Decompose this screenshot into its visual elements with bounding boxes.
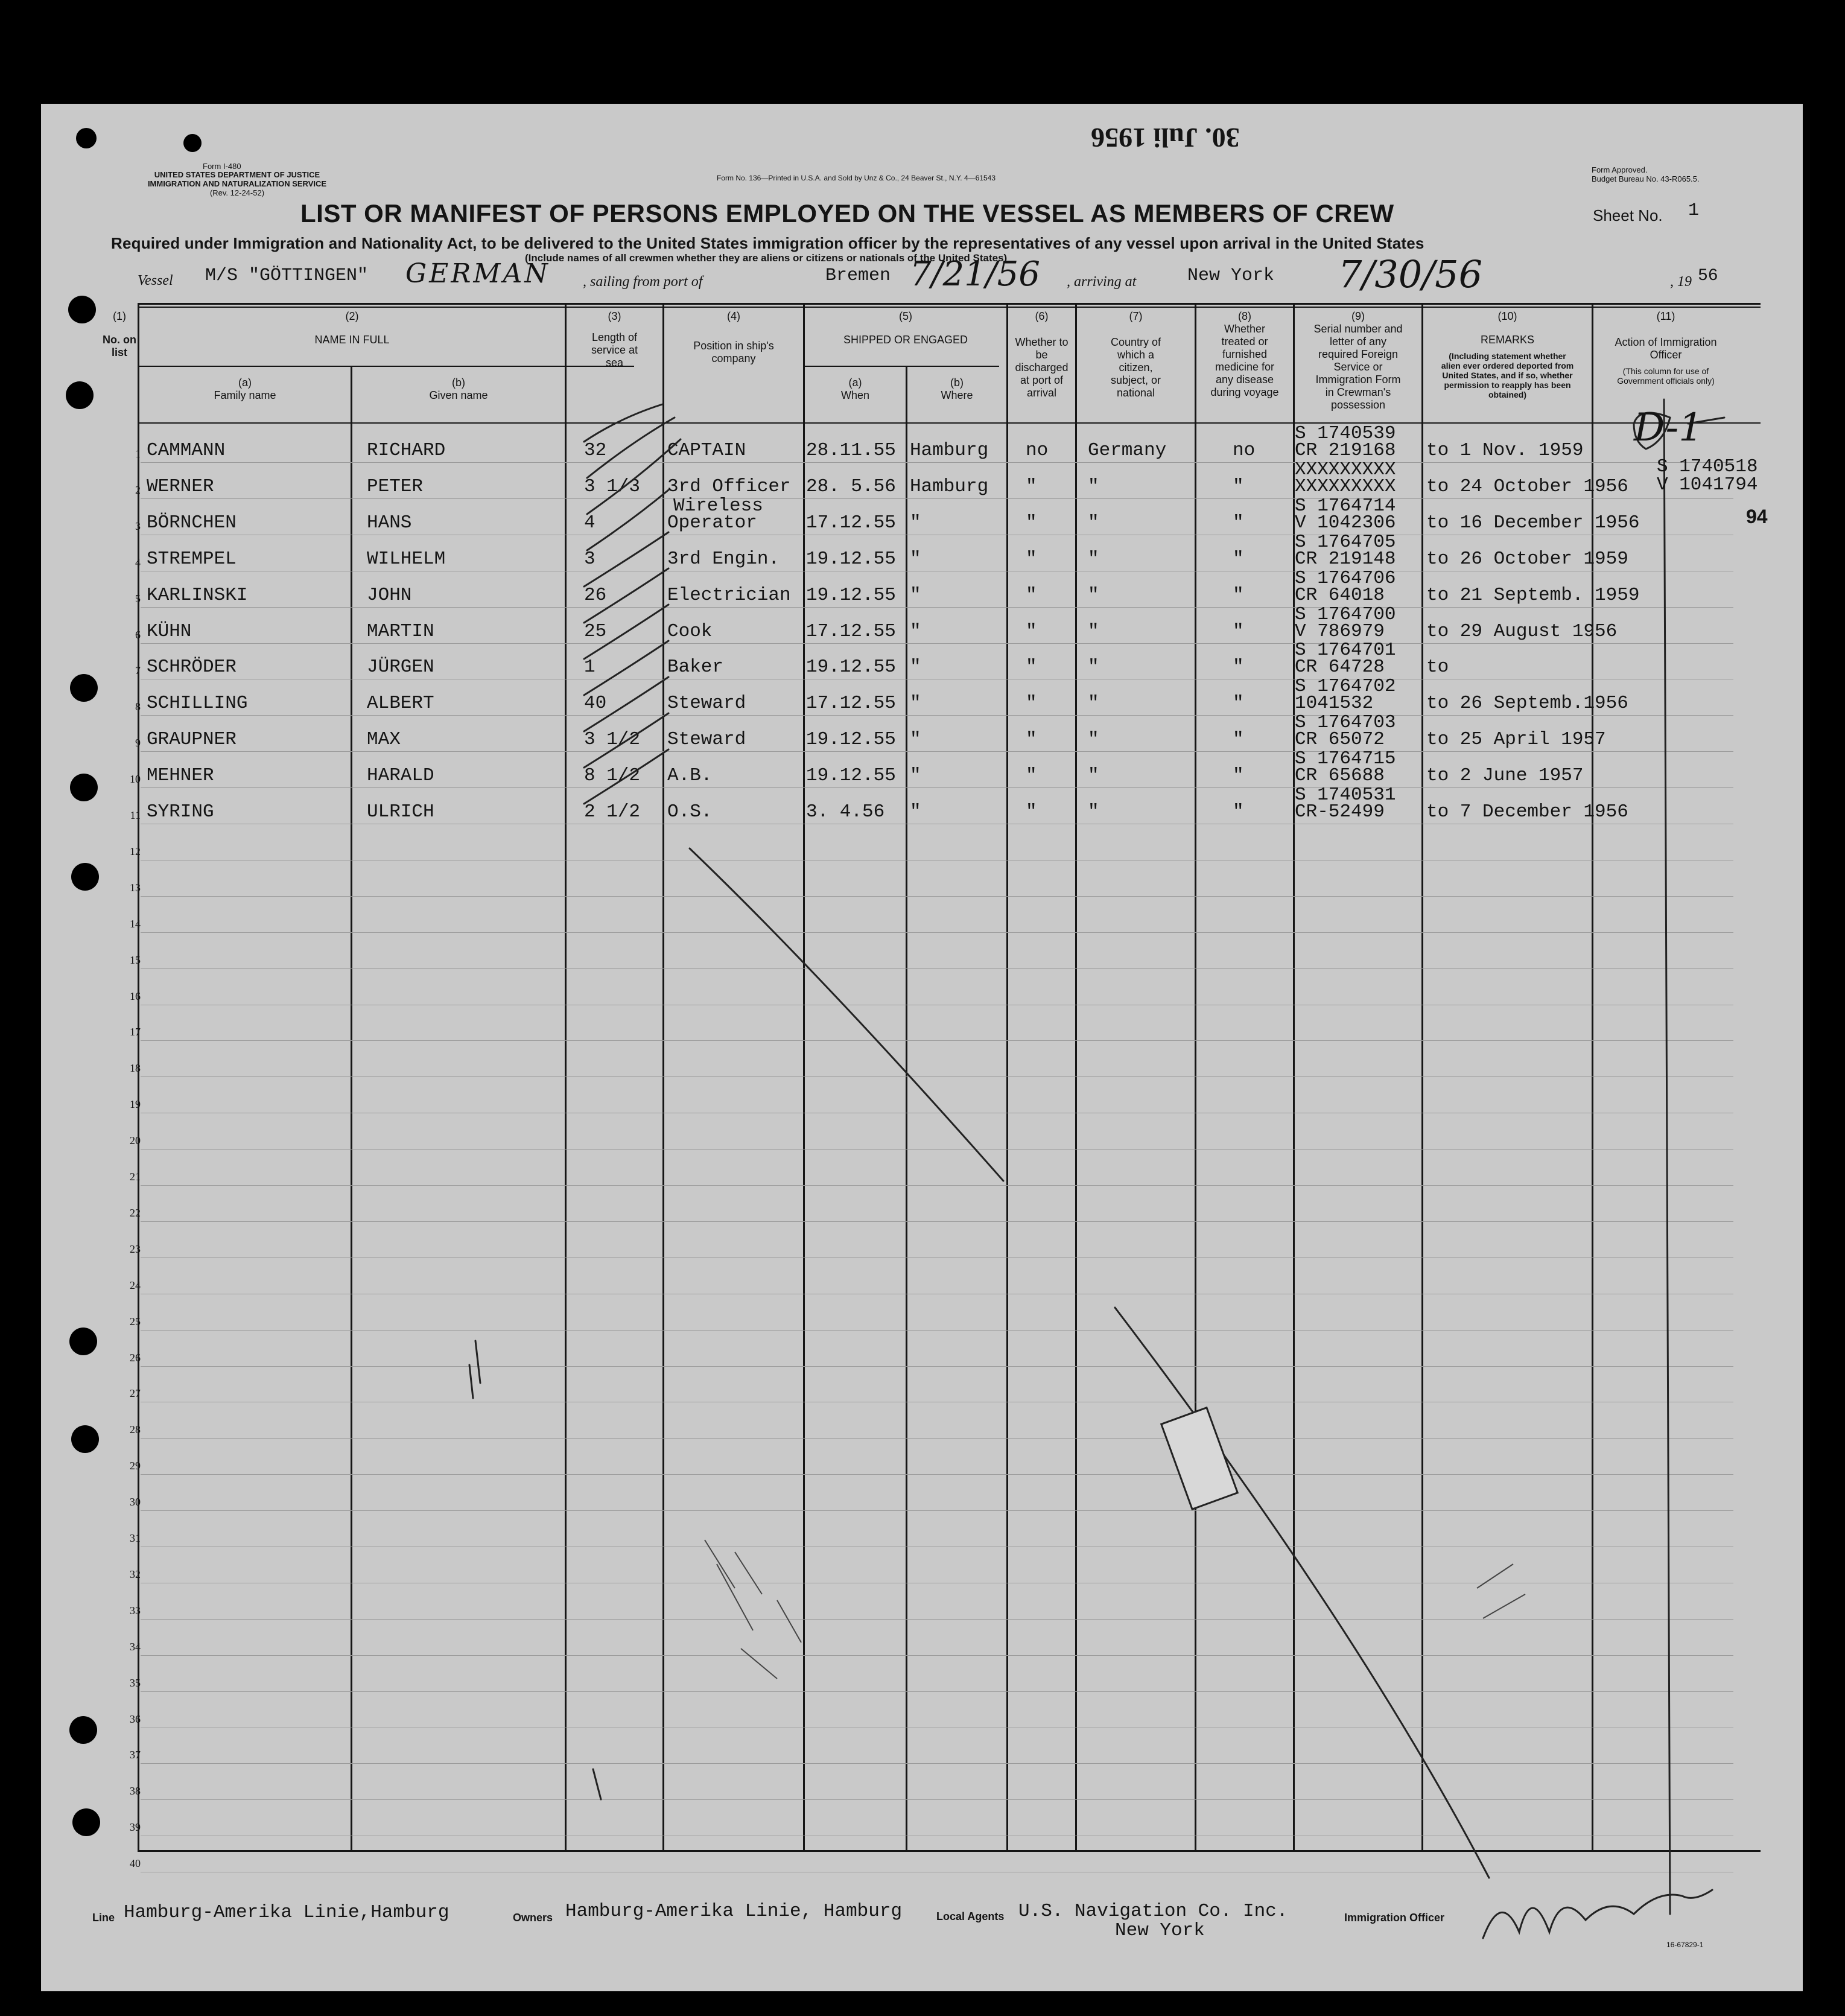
page-title: LIST OR MANIFEST OF PERSONS EMPLOYED ON THE VESSEL AS MEMBERS OF CREW (300, 199, 1394, 227)
cell-where: " (910, 585, 921, 606)
owners-value: Hamburg-Amerika Linie, Hamburg (565, 1901, 903, 1922)
cell-when: 19.12.55 (806, 657, 896, 678)
cell-serial: XXXXXXXXX (1295, 476, 1396, 497)
row-number: 30 (130, 1496, 141, 1508)
cell-given: RICHARD (367, 440, 446, 461)
cell-remarks: to 24 October 1956 (1426, 476, 1628, 497)
service-cross-out-stroke (584, 677, 668, 731)
cell-when: 17.12.55 (806, 621, 896, 642)
pen-strokes (41, 104, 1803, 1991)
cell-serial-top: S 1764705 (1295, 532, 1396, 553)
cell-discharge: " (1026, 765, 1037, 786)
cell-country: " (1088, 765, 1099, 786)
line-label: Line (92, 1912, 115, 1924)
cell-serial-top: S 1764714 (1295, 495, 1396, 517)
cell-when: 19.12.55 (806, 585, 896, 606)
cell-remarks: to 1 Nov. 1959 (1426, 440, 1584, 461)
cell-where: " (910, 693, 921, 714)
row-number: 3 (135, 520, 141, 532)
cell-service: 4 (584, 512, 595, 533)
row-number: 37 (130, 1749, 141, 1761)
departure-port: Bremen (825, 266, 891, 286)
cell-service: 3 1/3 (584, 476, 641, 497)
short-pen-mark (593, 1769, 601, 1799)
cell-serial-top: S 1764702 (1295, 676, 1396, 697)
cell-given: ALBERT (367, 693, 434, 714)
cell-family: WERNER (147, 476, 214, 497)
col-header-given: (b) Given name (429, 377, 488, 401)
cell-family: BÖRNCHEN (147, 512, 237, 533)
subtitle-note: (Include names of all crewmen whether they are aliens or citizens or nationals of the United States) (525, 252, 1008, 264)
diagonal-cancel-stroke (1115, 1308, 1489, 1878)
cell-country: " (1088, 729, 1099, 750)
smudge-mark (1483, 1594, 1525, 1618)
cell-where: " (910, 657, 921, 678)
row-number: 26 (130, 1352, 141, 1364)
form-number: Form I-480 (203, 162, 241, 171)
local-agents-value: U.S. Navigation Co. Inc. (1018, 1901, 1288, 1922)
row-number: 32 (130, 1568, 141, 1580)
cell-discharge: " (1026, 693, 1037, 714)
row-number: 19 (130, 1098, 141, 1110)
cell-serial-top: S 1740539 (1295, 423, 1396, 444)
form-approval: Form Approved. Budget Bureau No. 43-R065.5. (1592, 165, 1700, 183)
cell-where: " (910, 729, 921, 750)
cell-service: 25 (584, 621, 607, 642)
row-number: 12 (130, 845, 141, 857)
cell-medicine: " (1233, 765, 1244, 786)
cell-medicine: " (1233, 657, 1244, 678)
cell-medicine: " (1233, 729, 1244, 750)
row-number: 8 (135, 701, 141, 713)
row-number: 2 (135, 484, 141, 496)
col-header-medicine: (8) Whether treated or furnished medicine for any disease during voyage (1210, 310, 1279, 398)
arrival-port: New York (1187, 266, 1275, 286)
row-number: 16 (130, 990, 141, 1002)
cell-given: PETER (367, 476, 424, 497)
row-number: 22 (130, 1207, 141, 1219)
cell-country: " (1088, 512, 1099, 533)
cell-medicine: " (1233, 476, 1244, 497)
cell-position: Operator (667, 512, 757, 533)
cell-serial-top: S 1764700 (1295, 604, 1396, 625)
cell-medicine: " (1233, 512, 1244, 533)
cell-given: JOHN (367, 585, 412, 606)
cell-country: " (1088, 549, 1099, 570)
cell-remarks: to 7 December 1956 (1426, 801, 1628, 822)
cell-serial-top: S 1764703 (1295, 712, 1396, 733)
owners-label: Owners (513, 1912, 553, 1924)
cell-serial: CR 64728 (1295, 657, 1385, 678)
form-agency: UNITED STATES DEPARTMENT OF JUSTICE IMMIGRATION AND NATURALIZATION SERVICE (Rev. 12-24-52) (147, 170, 327, 197)
cell-serial: CR-52499 (1295, 801, 1385, 822)
cell-service: 40 (584, 693, 607, 714)
cell-position: Steward (667, 729, 746, 750)
local-agents-label: Local Agents (936, 1910, 1005, 1922)
cell-discharge: " (1026, 549, 1037, 570)
smudge-mark (735, 1552, 762, 1594)
cell-position: Electrician (667, 585, 791, 606)
cell-family: SYRING (147, 801, 214, 822)
sailing-label: , sailing from port of (583, 274, 703, 290)
cell-serial: 1041532 (1295, 693, 1374, 714)
cell-serial: CR 65688 (1295, 765, 1385, 786)
cell-discharge: " (1026, 512, 1037, 533)
col-header-shipped: (5) SHIPPED OR ENGAGED (843, 310, 968, 346)
row-number: 21 (130, 1171, 141, 1183)
cell-when: 19.12.55 (806, 765, 896, 786)
cell-position: Cook (667, 621, 713, 642)
cell-service: 2 1/2 (584, 801, 641, 822)
row-number: 11 (130, 809, 141, 821)
cell-when: 17.12.55 (806, 512, 896, 533)
cell-position: CAPTAIN (667, 440, 746, 461)
year-value: 56 (1698, 267, 1718, 285)
col-header-name: (2) NAME IN FULL (314, 310, 390, 346)
row-number: 18 (130, 1062, 141, 1074)
service-cross-out-stroke (584, 605, 668, 659)
cell-given: MARTIN (367, 621, 434, 642)
line-value: Hamburg-Amerika Linie,Hamburg (124, 1902, 449, 1923)
row-number: 40 (130, 1857, 141, 1869)
cell-where: Hamburg (910, 440, 989, 461)
cell-country: " (1088, 621, 1099, 642)
cell-where: " (910, 549, 921, 570)
row-number: 23 (130, 1243, 141, 1255)
cell-serial-top: S 1740531 (1295, 784, 1396, 806)
cell-given: JÜRGEN (367, 657, 434, 678)
service-cross-out-stroke (584, 532, 668, 587)
vessel-name: M/S "GÖTTINGEN" (205, 266, 369, 286)
cell-when: 19.12.55 (806, 729, 896, 750)
cell-medicine: " (1233, 621, 1244, 642)
cell-serial-top: XXXXXXXXX (1295, 459, 1396, 480)
annotation-serial-1: S 1740518 (1657, 456, 1758, 477)
cell-position-top: Wireless (673, 495, 763, 517)
cell-service: 1 (584, 657, 595, 678)
cell-position: Baker (667, 657, 724, 678)
diagonal-cancel-stroke (690, 848, 1003, 1181)
cell-medicine: " (1233, 585, 1244, 606)
short-pen-mark (475, 1341, 480, 1383)
cell-medicine: " (1233, 801, 1244, 822)
cell-where: " (910, 765, 921, 786)
cell-given: HARALD (367, 765, 434, 786)
annotation-number: 94 (1746, 506, 1768, 527)
cell-when: 3. 4.56 (806, 801, 885, 822)
handwritten-nationality: GERMAN (405, 258, 550, 289)
cell-remarks: to 29 August 1956 (1426, 621, 1618, 642)
row-number: 39 (130, 1821, 141, 1833)
service-cross-out-stroke (584, 749, 668, 804)
row-number: 4 (135, 556, 141, 568)
cell-remarks: to 21 Septemb. 1959 (1426, 585, 1640, 606)
service-cross-out-stroke (584, 713, 668, 768)
cell-country: " (1088, 801, 1099, 822)
cell-family: SCHILLING (147, 693, 248, 714)
smudge-mark (1477, 1564, 1513, 1588)
cell-position: 3rd Officer (667, 476, 791, 497)
cell-when: 28. 5.56 (806, 476, 896, 497)
cell-service: 26 (584, 585, 607, 606)
handwritten-arrival-date: 7/30/56 (1338, 252, 1483, 296)
row-number: 28 (130, 1423, 141, 1436)
row-number: 13 (130, 882, 141, 894)
service-cross-out-stroke (587, 439, 681, 514)
cell-family: MEHNER (147, 765, 214, 786)
short-pen-mark (469, 1365, 473, 1398)
cell-family: SCHRÖDER (147, 657, 237, 678)
service-cross-out-stroke (584, 404, 662, 442)
cell-remarks: to 26 October 1959 (1426, 549, 1628, 570)
cell-when: 28.11.55 (806, 440, 896, 461)
cell-given: MAX (367, 729, 401, 750)
subtitle: Required under Immigration and Nationality Act, to be delivered to the United States immigration officer by the representatives of any vessel upon arrival in the United States (111, 234, 1424, 252)
row-number: 10 (130, 773, 141, 785)
cell-discharge: " (1026, 801, 1037, 822)
vessel-label: Vessel (138, 273, 173, 288)
cell-family: KÜHN (147, 621, 192, 642)
cell-remarks: to 16 December 1956 (1426, 512, 1640, 533)
row-number: 17 (130, 1026, 141, 1038)
row-number: 15 (130, 954, 141, 966)
cell-remarks: to 2 June 1957 (1426, 765, 1584, 786)
cell-medicine: " (1233, 693, 1244, 714)
cell-where: " (910, 512, 921, 533)
smudge-mark (705, 1540, 735, 1588)
cell-serial-top: S 1764706 (1295, 568, 1396, 589)
row-number: 31 (130, 1532, 141, 1544)
cell-country: " (1088, 657, 1099, 678)
cell-serial: CR 64018 (1295, 585, 1385, 606)
row-number: 1 (135, 448, 141, 460)
service-cross-out-stroke (584, 568, 668, 623)
manifest-sheet (41, 104, 1803, 1991)
col-header-discharge: (6) Whether to be discharged at port of arrival (1015, 310, 1069, 399)
cell-where: " (910, 621, 921, 642)
cell-serial: V 1042306 (1295, 512, 1396, 533)
cell-remarks: to (1426, 657, 1449, 678)
col-header-service: (3) Length of service at sea (591, 310, 638, 369)
cell-serial: V 786979 (1295, 621, 1385, 642)
row-number: 7 (135, 664, 141, 676)
signature-stroke (1483, 1890, 1712, 1938)
col-header-when: (a) When (840, 377, 870, 401)
sheet-number: 1 (1688, 200, 1700, 221)
form-code: 16-67829-1 (1666, 1941, 1704, 1949)
row-number: 24 (130, 1279, 141, 1291)
immigration-officer-label: Immigration Officer (1344, 1912, 1445, 1924)
smudge-mark (717, 1564, 753, 1630)
cell-serial-top: S 1764701 (1295, 640, 1396, 661)
cell-country: " (1088, 585, 1099, 606)
cell-given: WILHELM (367, 549, 446, 570)
cell-position: 3rd Engin. (667, 549, 780, 570)
cell-serial: CR 65072 (1295, 729, 1385, 750)
col-header-remarks: (10) REMARKS (Including statement whether alien ever ordered deported from United States, and if so, whether permission to reapply has been obtained) (1441, 310, 1574, 399)
cell-position: O.S. (667, 801, 713, 822)
cell-service: 3 (584, 549, 595, 570)
cell-given: ULRICH (367, 801, 434, 822)
printer-note: Form No. 136—Printed in U.S.A. and Sold by Unz & Co., 24 Beaver St., N.Y. 4—61543 (717, 174, 996, 182)
row-number: 6 (135, 629, 141, 641)
cell-remarks: to 25 April 1957 (1426, 729, 1606, 750)
cell-discharge: " (1026, 657, 1037, 678)
cell-serial: CR 219168 (1295, 440, 1396, 461)
cell-country: " (1088, 476, 1099, 497)
cell-service: 3 1/2 (584, 729, 641, 750)
cell-medicine: no (1233, 440, 1256, 461)
row-number: 35 (130, 1677, 141, 1689)
smudge-mark (741, 1649, 777, 1679)
cell-where: " (910, 801, 921, 822)
cell-service: 32 (584, 440, 607, 461)
col-header-where: (b) Where (941, 377, 973, 401)
local-agents-city: New York (1115, 1920, 1205, 1941)
sheet-label: Sheet No. (1593, 206, 1663, 224)
row-number: 34 (130, 1641, 141, 1653)
date-stamp: 30. Juli 1956 (1091, 122, 1240, 153)
row-number: 20 (130, 1134, 141, 1146)
cell-when: 17.12.55 (806, 693, 896, 714)
row-number: 33 (130, 1604, 141, 1617)
cell-when: 19.12.55 (806, 549, 896, 570)
cell-service: 8 1/2 (584, 765, 641, 786)
cell-family: STREMPEL (147, 549, 237, 570)
col-header-no: (1) No. on list (103, 310, 136, 358)
cell-given: HANS (367, 512, 412, 533)
col-header-action: (11) Action of Immigration Officer (This column for use of Government officials only) (1615, 310, 1717, 386)
cell-where: Hamburg (910, 476, 989, 497)
row-number: 38 (130, 1785, 141, 1797)
cell-family: GRAUPNER (147, 729, 237, 750)
row-number: 29 (130, 1460, 141, 1472)
cell-serial: CR 219148 (1295, 549, 1396, 570)
cell-medicine: " (1233, 549, 1244, 570)
cell-discharge: " (1026, 729, 1037, 750)
cell-family: KARLINSKI (147, 585, 248, 606)
cell-country: " (1088, 693, 1099, 714)
row-number: 5 (135, 593, 141, 605)
cell-discharge: " (1026, 476, 1037, 497)
col-header-serial: (9) Serial number and letter of any required Foreign Service or Immigration Form in Crewman's possession (1313, 310, 1403, 411)
handwritten-departure-date: 7/21/56 (910, 255, 1040, 294)
year-label: , 19 (1670, 274, 1692, 290)
row-number: 25 (130, 1315, 141, 1328)
action-mark: D-1 (1634, 405, 1703, 450)
cell-position: A.B. (667, 765, 713, 786)
col-header-family: (a) Family name (214, 377, 276, 401)
cell-country: Germany (1088, 440, 1167, 461)
smudge-mark (777, 1600, 801, 1642)
cell-remarks: to 26 Septemb.1956 (1426, 693, 1628, 714)
action-column-stroke (1664, 399, 1670, 1914)
cell-discharge: no (1026, 440, 1049, 461)
service-cross-out-stroke (584, 641, 668, 695)
row-number: 36 (130, 1713, 141, 1725)
cell-serial-top: S 1764715 (1295, 748, 1396, 769)
row-number: 9 (135, 737, 141, 749)
row-number: 27 (130, 1387, 141, 1399)
cell-discharge: " (1026, 585, 1037, 606)
cell-position: Steward (667, 693, 746, 714)
col-header-country: (7) Country of which a citizen, subject, or national (1110, 310, 1161, 399)
service-cross-out-stroke (587, 418, 675, 478)
cell-discharge: " (1026, 621, 1037, 642)
arriving-label: , arriving at (1067, 274, 1137, 290)
row-number: 14 (130, 918, 141, 930)
cell-family: CAMMANN (147, 440, 226, 461)
annotation-serial-2: V 1041794 (1657, 474, 1758, 495)
col-header-position: (4) Position in ship's company (693, 310, 774, 364)
